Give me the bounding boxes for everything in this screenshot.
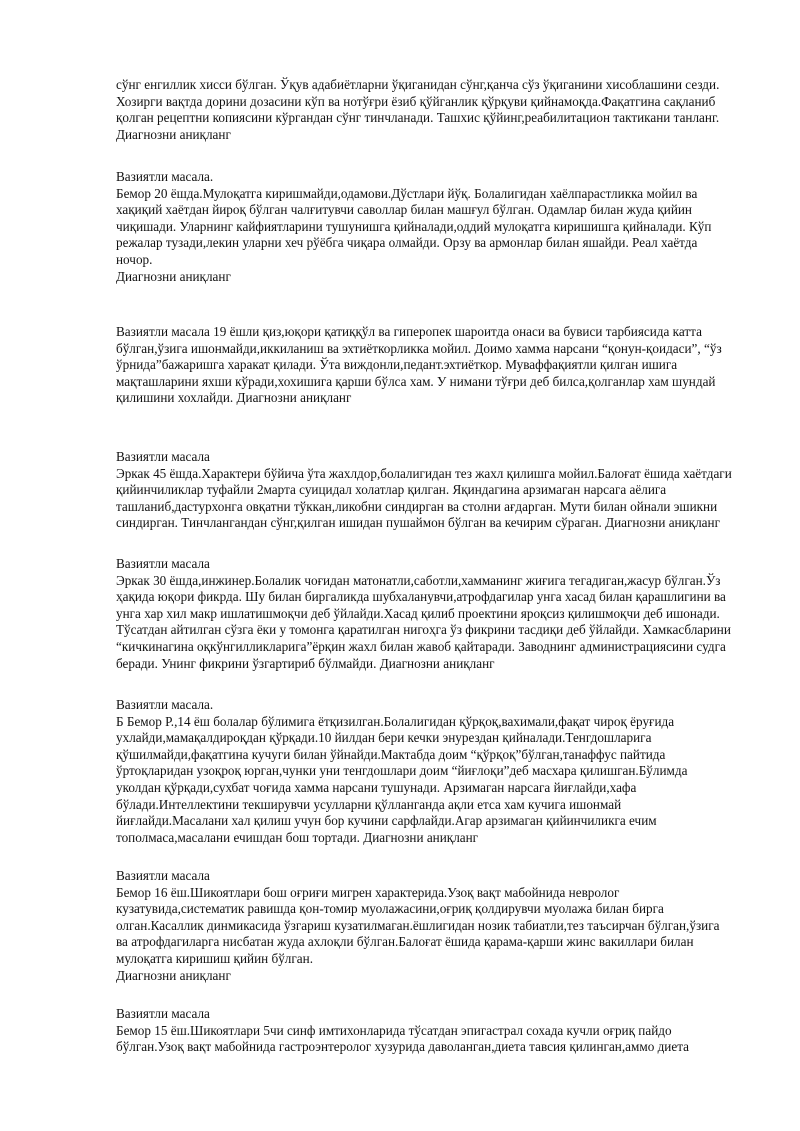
text-line: мулоқатга киришиш қийин бўлган. bbox=[116, 950, 313, 966]
text-line: Бемор 15 ёш.Шикоятлари 5чи синф имтихонларида тўсатдан эпигастрал сохада кучли оғриқ пайдо bbox=[116, 1022, 672, 1038]
text-line: Бемор 16 ёш.Шикоятлари бош оғриғи мигрен характерида.Узоқ вақт мабойнида невролог bbox=[116, 884, 620, 900]
case-block bbox=[116, 1006, 750, 1056]
case-heading: Вазиятли масала bbox=[116, 449, 210, 464]
text-line: беради. Унинг фикрини ўзгартириб бўлмайди. Диагнозни аниқланг bbox=[116, 655, 495, 671]
diagnosis-prompt: Диагнозни аниқланг bbox=[116, 268, 231, 284]
text-line: кузатувида,систематик равишда қон-томир муолажасини,оғриқ қолдирувчи муолажа билан бирга bbox=[116, 901, 664, 917]
case-heading: Вазиятли масала bbox=[116, 868, 210, 883]
text-line: бўлади.Интеллектини текширувчи усулларни қўлланганда ақли етса хам кучига ишонмай bbox=[116, 796, 622, 812]
text-line: бўлган,ўзига ишонмайди,иккиланиш ва эхтиёткорликка мойил. Доимо хамма нарсани “қонун-қоидаси”, “ўз bbox=[116, 340, 722, 356]
text-line: қолган рецептни копиясини кўргандан сўнг тинчланади. Ташхис қўйинг,реабилитацион тактикани танланг. bbox=[116, 110, 720, 126]
diagnosis-prompt: Диагнозни аниқланг bbox=[116, 967, 231, 983]
text-line: ночор. bbox=[116, 251, 153, 267]
text-line: уколдан қўрқади,сухбат чоғида хамма нарсани тушунади. Арзимаган нарсага йиғлайди,хафа bbox=[116, 779, 637, 795]
text-line: Тўсатдан айтилган сўзга ёки у томонга қаратилган нигоҳга ўз фикрини тасдиқи деб ўйлайди. Хамкасбларини bbox=[116, 622, 731, 638]
text-line: сўнг енгиллик хисси бўлган. Ўқув адабиётларни ўқиганидан сўнг,қанча сўз ўқиганини хисоблашини сезди. bbox=[116, 77, 720, 92]
text-line: Бемор 20 ёшда.Мулоқатга киришмайди,одамови.Дўстлари йўқ. Болалигидан хаёлпарастликка мойил ва bbox=[116, 185, 698, 201]
text-line: хақиқий хаётдан йироқ бўлган чалғитувчи саволлар билан машғул бўлган. Одамлар билан жуда қийин bbox=[116, 202, 692, 218]
text-line: ҳақида юқори фикрда. Шу билан биргаликда шубхаланувчи,атрофдагилар унга хасад билан қарашлигини ва bbox=[116, 589, 726, 605]
case-block bbox=[116, 868, 750, 984]
text-line: Эркак 45 ёшда.Характери бўйича ўта жахлдор,болалигидан тез жахл қилишга мойил.Балоғат ёшида хаётдаги bbox=[116, 465, 732, 481]
case-block bbox=[116, 169, 750, 285]
text-line: йиғлайди.Масалани хал қилиш учун бор кучини сарфлайди.Агар арзимаган қийинчиликга ечим bbox=[116, 813, 657, 829]
case-block bbox=[116, 449, 750, 532]
text-line: ўрнида”бажаришга харакат қилади. Ўта виждонли,педант.эхтиёткор. Муваффақиятли қилган ишига bbox=[116, 357, 678, 373]
case-block bbox=[116, 324, 750, 407]
text-line: қўшилмайди,фақатгина кучуги билан ўйнайди.Мактабда доим “қўрқоқ”бўлган,танаффус пайтида bbox=[116, 746, 666, 762]
case-heading: Вазиятли масала. bbox=[116, 697, 214, 712]
text-line: Б Бемор Р.,14 ёш болалар бўлимига ётқизилган.Болалигидан қўрқоқ,вахимали,фақат чироқ ёруғида bbox=[116, 713, 675, 729]
text-line: Вазиятли масала 19 ёшли қиз,юқори қатиққўл ва гиперопек шароитда онаси ва бувиси тарбиясида катта bbox=[116, 324, 702, 339]
text-line: мақташларини яхши кўради,хохишига қарши бўлса хам. У нимани тўғри деб билса,қолганлар хам шундай bbox=[116, 373, 716, 389]
text-line: Эркак 30 ёшда,инжинер.Болалик чоғидан матонатли,саботли,хамманинг жиғига тегадиган,жасур бўлган.Ўз bbox=[116, 572, 721, 588]
text-line: синдирган. Тинчлангандан сўнг,қилган ишидан пушаймон бўлган ва кечирим сўраган. Диагнозни аниқланг bbox=[116, 515, 720, 531]
case-block bbox=[116, 77, 750, 143]
text-line: қийинчиликлар туфайли 2марта суицидал холатлар қилган. Яқиндагина арзимаган нарсага аёлига bbox=[116, 482, 667, 498]
text-line: ўртоқларидан узоқроқ юрган,чунки уни тенгдошлари доим “йиғлоқи”деб масхара қилишган.Бўлимда bbox=[116, 763, 688, 779]
text-line: ва атрофдагиларга нисбатан жуда ахлоқли бўлган.Балоғат ёшида қарама-қарши жинс вакиллари билан bbox=[116, 934, 694, 950]
text-line: ухлайди,мамақалдироқдан қўрқади.10 йилдан бери кечки энурездан қийналади.Тенгдошларига bbox=[116, 730, 652, 746]
diagnosis-prompt: Диагнозни аниқланг bbox=[116, 126, 231, 142]
case-block bbox=[116, 556, 750, 672]
text-line: қилишини хохлайди. Диагнозни аниқланг bbox=[116, 390, 352, 406]
text-line: ташланиб,дастурхонга овқатни тўккан,ликобни синдирган ва столни ағдарган. Мути билан ойнали эшикни bbox=[116, 498, 718, 514]
text-line: чиқишади. Уларнинг кайфиятларини тушунишга қийналади,оддий мулоқатга киришишга қийналади. Кўп bbox=[116, 218, 712, 234]
case-heading: Вазиятли масала bbox=[116, 556, 210, 571]
case-block bbox=[116, 697, 750, 846]
text-line: Хозирги вақтда дорини дозасини кўп ва нотўғри ёзиб қўйганлик қўрқуви қийнамоқда.Фақатгина сақланиб bbox=[116, 93, 716, 109]
text-line: бўлган.Узоқ вақт мабойнида гастроэнтеролог хузурида даволанган,диета тавсия қилинган,аммо диета bbox=[116, 1039, 689, 1055]
case-heading: Вазиятли масала bbox=[116, 1006, 210, 1021]
case-heading: Вазиятли масала. bbox=[116, 169, 214, 184]
text-line: тополмаса,масалани ечишдан бош тортади. Диагнозни аниқланг bbox=[116, 829, 479, 845]
text-line: унга хар хил макр ишлатишмоқчи деб ўйлайди.Хасад қилиб проектини яроқсиз қилишмоқчи деб ишонади. bbox=[116, 605, 720, 621]
text-line: “кичкинагина оқкўнгилликларига”ёрқин жахл билан жавоб қайтаради. Заводнинг администрациясини судга bbox=[116, 638, 726, 654]
text-line: режалар тузади,лекин уларни хеч рўёбга чиқара олмайди. Орзу ва армонлар билан яшайди. Реал хаётда bbox=[116, 235, 698, 251]
text-line: олган.Касаллик динмикасида ўзгариш кузатилмаган.ёшлигидан нозик табиатли,тез таъсирчан бўлган,ўзига bbox=[116, 917, 720, 933]
